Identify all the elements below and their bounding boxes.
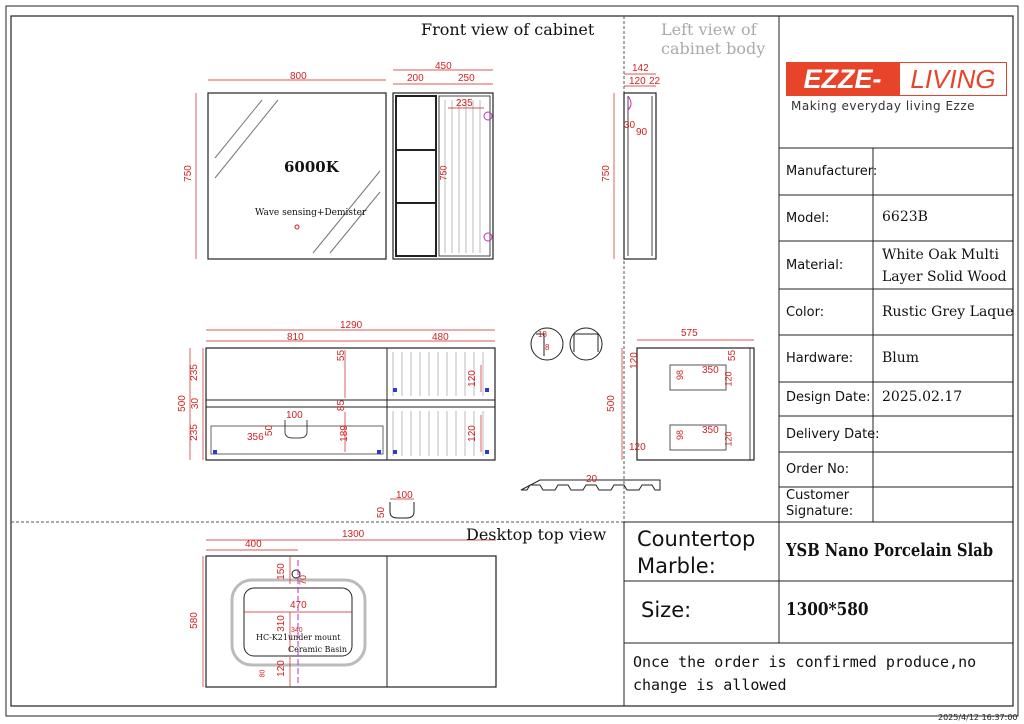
dim-cab-right: 250 bbox=[458, 73, 475, 84]
dim-85: 85 bbox=[336, 399, 348, 412]
dim-cab-total: 450 bbox=[435, 61, 452, 72]
spec-design-date-value: 2025.02.17 bbox=[882, 389, 963, 405]
dim-top-offset: 400 bbox=[245, 539, 262, 550]
size-label: Size: bbox=[641, 598, 692, 622]
brand-logo bbox=[786, 62, 1008, 98]
dim-120a: 120 bbox=[466, 370, 478, 387]
dim-vside-120c: 120 bbox=[723, 371, 734, 387]
dim-rail: 20 bbox=[586, 474, 598, 485]
dim-vside-98a: 98 bbox=[675, 369, 686, 381]
dim-50: 50 bbox=[264, 424, 276, 437]
spec-order-no-label: Order No: bbox=[786, 462, 850, 477]
dim-side-22: 22 bbox=[649, 76, 661, 87]
dim-handle-h: 50 bbox=[376, 506, 388, 519]
dim-vside-h: 500 bbox=[605, 395, 617, 412]
dim-55: 55 bbox=[336, 349, 348, 362]
dim-side-90: 90 bbox=[636, 127, 648, 138]
countertop-value: YSB Nano Porcelain Slab bbox=[786, 540, 994, 561]
dim-h-mid: 30 bbox=[190, 397, 202, 410]
dim-vside-depth: 575 bbox=[681, 328, 698, 339]
dim-door: 235 bbox=[456, 98, 473, 109]
spec-hardware-label: Hardware: bbox=[786, 351, 854, 366]
dim-side-30: 30 bbox=[624, 120, 636, 131]
dim-top-150: 150 bbox=[275, 563, 287, 580]
dim-side-height: 750 bbox=[600, 165, 612, 182]
dim-top-total: 1300 bbox=[342, 529, 365, 540]
dim-vside-350a: 350 bbox=[702, 365, 719, 376]
spec-design-date-label: Design Date: bbox=[786, 390, 871, 405]
dim-vside-120b: 120 bbox=[629, 442, 646, 453]
dim-vside-350b: 350 bbox=[702, 425, 719, 436]
dim-356: 356 bbox=[247, 432, 264, 443]
dim-side-120: 120 bbox=[629, 76, 646, 87]
basin-desc-2: Ceramic Basin bbox=[288, 645, 348, 654]
spec-color-label: Color: bbox=[786, 305, 825, 320]
dim-top-80: 80 bbox=[259, 669, 267, 678]
dim-handle-w: 100 bbox=[396, 490, 413, 501]
countertop-label: Countertop Marble: bbox=[637, 527, 756, 578]
brand-name-part1: EZZE- bbox=[786, 62, 899, 96]
spec-material-value: White Oak Multi Layer Solid Wood bbox=[882, 247, 1007, 285]
dim-vanity-right: 480 bbox=[432, 332, 449, 343]
dim-cab-height: 750 bbox=[438, 165, 449, 181]
left-view-title: Left view of cabinet body bbox=[661, 20, 766, 58]
color-temp-label: 6000K bbox=[284, 158, 339, 176]
feature-label: Wave sensing+Demister bbox=[255, 208, 367, 218]
dim-detail-18: 18 bbox=[538, 330, 547, 339]
dim-side-142: 142 bbox=[632, 63, 649, 74]
dim-120b: 120 bbox=[466, 425, 478, 442]
dim-detail-8: 8 bbox=[545, 343, 550, 352]
order-notice: Once the order is confirmed produce,no change is allowed bbox=[633, 653, 977, 694]
dim-cab-left: 200 bbox=[407, 73, 424, 84]
dim-top-310: 310 bbox=[275, 615, 287, 632]
dim-vside-55: 55 bbox=[727, 349, 739, 362]
dim-mirror-height: 750 bbox=[182, 165, 194, 182]
dim-top-depth: 580 bbox=[188, 612, 200, 629]
spec-model-value: 6623B bbox=[882, 209, 928, 225]
basin-desc-1: under mount bbox=[288, 633, 341, 642]
dim-top-120: 120 bbox=[275, 660, 287, 677]
dim-top-70: 70 bbox=[298, 574, 309, 586]
dim-vanity-left: 810 bbox=[287, 332, 304, 343]
dim-h-total: 500 bbox=[176, 395, 188, 412]
dim-100: 100 bbox=[286, 410, 303, 421]
spec-color-value: Rustic Grey Laque bbox=[882, 304, 1014, 320]
brand-name-part2: LIVING bbox=[899, 62, 1007, 96]
size-value: 1300*580 bbox=[786, 599, 869, 620]
dim-vside-98b: 98 bbox=[675, 429, 686, 441]
desktop-view-title: Desktop top view bbox=[466, 525, 607, 544]
spec-delivery-date-label: Delivery Date: bbox=[786, 427, 880, 442]
basin-code: HC-K21 bbox=[256, 633, 288, 642]
spec-manufacturer-label: Manufacturer: bbox=[786, 164, 878, 179]
spec-material-label: Material: bbox=[786, 258, 844, 273]
dim-h-bottom: 235 bbox=[188, 424, 200, 441]
dim-vside-120d: 120 bbox=[723, 431, 734, 447]
brand-tagline: Making everyday living Ezze bbox=[791, 99, 976, 113]
spec-model-label: Model: bbox=[786, 211, 830, 226]
spec-customer-signature-label: Customer Signature: bbox=[786, 488, 854, 519]
spec-hardware-value: Blum bbox=[882, 350, 920, 366]
print-timestamp: 2025/4/12 16:37:00 bbox=[938, 713, 1018, 722]
dim-vanity-total: 1290 bbox=[340, 320, 363, 331]
dim-h-top: 235 bbox=[188, 364, 200, 381]
dim-189: 189 bbox=[338, 425, 350, 442]
dim-top-340: 340 bbox=[291, 627, 303, 634]
front-view-title: Front view of cabinet bbox=[421, 20, 595, 39]
dim-top-470: 470 bbox=[290, 600, 307, 611]
dim-vside-120t: 120 bbox=[628, 352, 640, 369]
dim-mirror-width: 800 bbox=[290, 71, 307, 82]
